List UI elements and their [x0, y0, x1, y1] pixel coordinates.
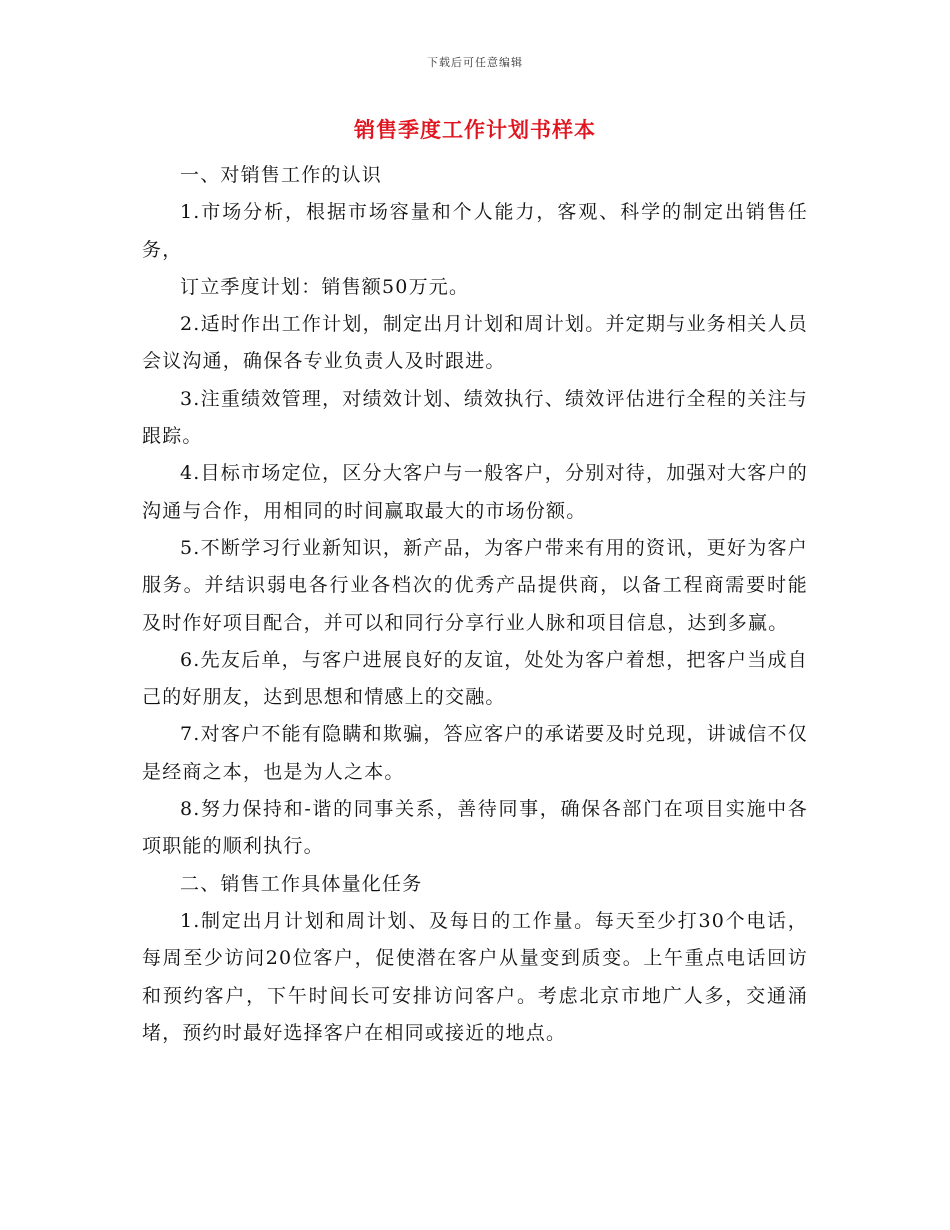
section-heading-1: 一、对销售工作的认识	[180, 164, 383, 186]
paragraph-quarterly-plan: 订立季度计划：销售额50万元。	[180, 275, 470, 298]
paragraph-colleagues: 8.努力保持和-谐的同事关系，善待同事，确保各部门在项目实施中各项职能的顺利执行。	[142, 798, 808, 858]
document-title: 销售季度工作计划书样本	[354, 118, 596, 142]
paragraph-work-plan: 2.适时作出工作计划，制定出月计划和周计划。并定期与业务相关人员会议沟通，确保各专业负责人及时跟进。	[142, 313, 808, 373]
paragraph-friendship: 6.先友后单，与客户进展良好的友谊，处处为客户着想，把客户当成自己的好朋友，达到思想和情感上的交融。	[142, 648, 808, 709]
paragraph-performance: 3.注重绩效管理，对绩效计划、绩效执行、绩效评估进行全程的关注与跟踪。	[142, 387, 808, 448]
document-body	[142, 157, 808, 1052]
section-heading-2: 二、销售工作具体量化任务	[180, 872, 423, 895]
paragraph-market-analysis: 1.市场分析，根据市场容量和个人能力，客观、科学的制定出销售任务，	[142, 201, 808, 261]
paragraph-learning: 5.不断学习行业新知识，新产品，为客户带来有用的资讯，更好为客户服务。并结识弱电各行业各档次的优秀产品提供商，以备工程商需要时能及时作好项目配合，并可以和同行分享行业人脉和项目信息，达到多赢。	[142, 536, 808, 634]
paragraph-quantified-tasks: 1.制定出月计划和周计划、及每日的工作量。每天至少打30个电话，每周至少访问20位客户，促使潜在客户从量变到质变。上午重点电话回访和预约客户，下午时间长可安排访问客户。考虑北京市地广人多，交通涌堵，预约时最好选择客户在相同或接近的地点。	[142, 909, 808, 1044]
paragraph-target-market: 4.目标市场定位，区分大客户与一般客户，分别对待，加强对大客户的沟通与合作，用相同的时间赢取最大的市场份额。	[142, 462, 808, 522]
header-note: 下载后可任意编辑	[427, 56, 523, 69]
paragraph-integrity: 7.对客户不能有隐瞒和欺骗，答应客户的承诺要及时兑现，讲诚信不仅是经商之本，也是为人之本。	[142, 723, 808, 783]
